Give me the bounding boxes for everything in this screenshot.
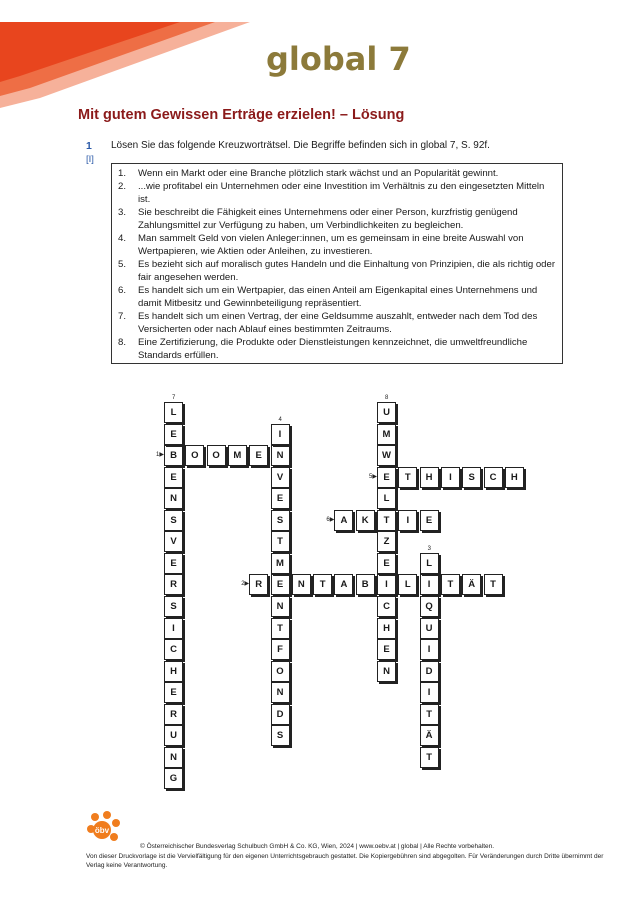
crossword-cell[interactable]: M: [271, 553, 290, 574]
clue-item: [118, 232, 556, 258]
crossword-cell[interactable]: E: [164, 553, 183, 574]
crossword-cell[interactable]: E: [271, 488, 290, 509]
footer-copyright: © Österreichischer Bundesverlag Schulbuch GmbH & Co. KG, Wien, 2024 | www.oebv.at | global | Alle Rechte vorbehalten.: [140, 843, 495, 850]
crossword-cell[interactable]: E: [271, 574, 290, 595]
crossword-cell[interactable]: V: [271, 467, 290, 488]
crossword-cell[interactable]: E: [164, 424, 183, 445]
clue-number-marker: 5▶: [369, 473, 377, 480]
crossword-cell[interactable]: W: [377, 445, 396, 466]
crossword-cell[interactable]: I: [441, 467, 460, 488]
crossword-cell[interactable]: T: [377, 510, 396, 531]
task-instruction: Lösen Sie das folgende Kreuzworträtsel. Die Begriffe befinden sich in global 7, S. 92f.: [111, 140, 490, 151]
crossword-cell[interactable]: A: [334, 574, 353, 595]
crossword-cell[interactable]: E: [164, 682, 183, 703]
clue-text: Es handelt sich um einen Vertrag, der eine Geldsumme auszahlt, entweder nach dem Tod des Versicherten oder nach Ablauf eines bestimmten Zeitraums.: [138, 311, 538, 335]
crossword-cell[interactable]: Ä: [462, 574, 481, 595]
clue-text: Man sammelt Geld von vielen Anleger:innen, um es gemeinsam in eine breite Auswahl von Wertpapieren, wie Aktien oder Anleihen, zu investieren.: [138, 233, 524, 257]
crossword-cell[interactable]: M: [228, 445, 247, 466]
crossword-cell[interactable]: N: [271, 682, 290, 703]
crossword-cell[interactable]: O: [271, 661, 290, 682]
clue-number-marker: 6▶: [326, 516, 335, 523]
clue-number: 8.: [118, 337, 127, 348]
crossword-cell[interactable]: S: [271, 510, 290, 531]
crossword-cell[interactable]: C: [377, 596, 396, 617]
crossword-cell[interactable]: B: [164, 445, 183, 466]
crossword-cell[interactable]: U: [164, 725, 183, 746]
clue-text: Es bezieht sich auf moralisch gutes Handeln und die Einhaltung von Prinzipien, die als richtig oder fair angesehen werden.: [138, 259, 556, 283]
clue-number: 5.: [118, 259, 127, 270]
clue-text: Wenn ein Markt oder eine Branche plötzlich stark wächst und an Popularität gewinnt.: [138, 168, 499, 179]
oebv-logo: [86, 810, 122, 844]
crossword-cell[interactable]: L: [420, 553, 439, 574]
clue-number-marker: 8: [385, 395, 389, 401]
clue-item: [118, 206, 556, 232]
crossword-cell[interactable]: I: [420, 639, 439, 660]
clue-number-marker: 1▶: [156, 452, 164, 459]
clue-text: Sie beschreibt die Fähigkeit eines Unternehmens oder einer Person, kurzfristig genügend Zahlungsmittel zur Verfügung zu haben, um Verbindlichkeiten zu begleichen.: [138, 207, 518, 231]
task-level: [I]: [86, 154, 94, 165]
crossword-cell[interactable]: S: [271, 725, 290, 746]
crossword-cell[interactable]: O: [207, 445, 226, 466]
crossword-cell[interactable]: I: [420, 574, 439, 595]
crossword-cell[interactable]: F: [271, 639, 290, 660]
crossword-cell[interactable]: S: [462, 467, 481, 488]
clue-item: [118, 310, 556, 336]
task-number: 1: [86, 140, 92, 152]
crossword-cell[interactable]: D: [271, 704, 290, 725]
crossword-cell[interactable]: C: [484, 467, 503, 488]
clue-number: 1.: [118, 168, 127, 179]
crossword-cell[interactable]: N: [164, 488, 183, 509]
clue-item: [118, 336, 556, 362]
crossword-cell[interactable]: E: [420, 510, 439, 531]
clue-number-marker: 7: [172, 395, 176, 401]
clue-number: 7.: [118, 311, 127, 322]
clue-item: [118, 284, 556, 310]
crossword-cell[interactable]: Q: [420, 596, 439, 617]
crossword-cell[interactable]: Ä: [420, 725, 439, 746]
crossword-cell[interactable]: S: [164, 596, 183, 617]
crossword-cell[interactable]: I: [271, 424, 290, 445]
page-title: Mit gutem Gewissen Erträge erzielen! – Lösung: [78, 107, 405, 123]
crossword-cell[interactable]: T: [441, 574, 460, 595]
clue-item: [118, 167, 556, 180]
crossword-cell[interactable]: R: [164, 704, 183, 725]
footer-notice: Von dieser Druckvorlage ist die Vervielfältigung für den eigenen Unterrichtsgebrauch gestattet. Die Kopiergebühren sind abgegolten. Für Veränderungen durch Dritte übernimmt der: [86, 853, 604, 860]
crossword-cell[interactable]: A: [334, 510, 353, 531]
clue-list: [111, 163, 563, 364]
crossword-cell[interactable]: I: [377, 574, 396, 595]
logo-text: öbv: [94, 826, 110, 835]
clue-text: Eine Zertifizierung, die Produkte oder Dienstleistungen kennzeichnet, die umweltfreundliche Standards erfüllen.: [138, 337, 528, 361]
clue-number-marker: 4: [278, 416, 282, 423]
crossword-cell[interactable]: N: [271, 596, 290, 617]
crossword-cell[interactable]: T: [484, 574, 503, 595]
clue-text: ...wie profitabel ein Unternehmen oder eine Investition im Verhältnis zu den eingesetzten Mitteln ist.: [138, 181, 545, 205]
crossword-cell[interactable]: G: [164, 768, 183, 789]
clue-text: Es handelt sich um ein Wertpapier, das einen Anteil am Eigenkapital eines Unternehmens und damit Mitbesitz und Gewinnbeteiligung repräsentiert.: [138, 285, 538, 309]
clue-number: 6.: [118, 285, 127, 296]
crossword-cell[interactable]: T: [271, 531, 290, 552]
crossword-cell[interactable]: R: [164, 574, 183, 595]
crossword-cell[interactable]: I: [164, 618, 183, 639]
clue-number-marker: 3: [427, 545, 431, 552]
crossword-cell[interactable]: H: [420, 467, 439, 488]
crossword-cell[interactable]: V: [164, 531, 183, 552]
crossword-cell[interactable]: E: [377, 639, 396, 660]
crossword-cell[interactable]: D: [420, 661, 439, 682]
clue-number: 4.: [118, 233, 127, 244]
crossword-cell[interactable]: O: [185, 445, 204, 466]
crossword-cell[interactable]: N: [377, 661, 396, 682]
brand-title: global 7: [266, 40, 411, 78]
crossword-cell[interactable]: N: [164, 747, 183, 768]
crossword-cell[interactable]: N: [271, 445, 290, 466]
crossword-cell[interactable]: S: [164, 510, 183, 531]
crossword-cell[interactable]: U: [420, 618, 439, 639]
crossword-cell[interactable]: E: [377, 553, 396, 574]
clue-item: [118, 258, 556, 284]
crossword-cell[interactable]: L: [377, 488, 396, 509]
crossword-cell[interactable]: C: [164, 639, 183, 660]
crossword-cell[interactable]: E: [164, 467, 183, 488]
crossword-cell[interactable]: H: [377, 618, 396, 639]
crossword-cell[interactable]: B: [356, 574, 375, 595]
crossword-cell[interactable]: T: [313, 574, 332, 595]
crossword-cell[interactable]: H: [505, 467, 524, 488]
crossword-cell[interactable]: E: [249, 445, 268, 466]
crossword-cell[interactable]: H: [164, 661, 183, 682]
crossword-cell[interactable]: T: [420, 704, 439, 725]
crossword-cell[interactable]: M: [377, 424, 396, 445]
clue-number-marker: 2▶: [241, 581, 250, 588]
crossword-cell[interactable]: I: [398, 510, 417, 531]
clue-item: [118, 180, 556, 206]
crossword-cell[interactable]: N: [292, 574, 311, 595]
crossword-cell[interactable]: T: [398, 467, 417, 488]
clue-number: 2.: [118, 181, 127, 192]
footer-notice-end: Verlag keine Verantwortung.: [86, 862, 168, 869]
crossword-cell[interactable]: L: [398, 574, 417, 595]
crossword-cell[interactable]: Z: [377, 531, 396, 552]
crossword-cell[interactable]: I: [420, 682, 439, 703]
crossword-cell[interactable]: T: [271, 618, 290, 639]
crossword-cell[interactable]: L: [164, 402, 183, 423]
clue-number: 3.: [118, 207, 127, 218]
crossword-cell[interactable]: U: [377, 402, 396, 423]
crossword-cell[interactable]: K: [356, 510, 375, 531]
crossword-cell[interactable]: R: [249, 574, 268, 595]
crossword-cell[interactable]: T: [420, 747, 439, 768]
crossword-cell[interactable]: E: [377, 467, 396, 488]
